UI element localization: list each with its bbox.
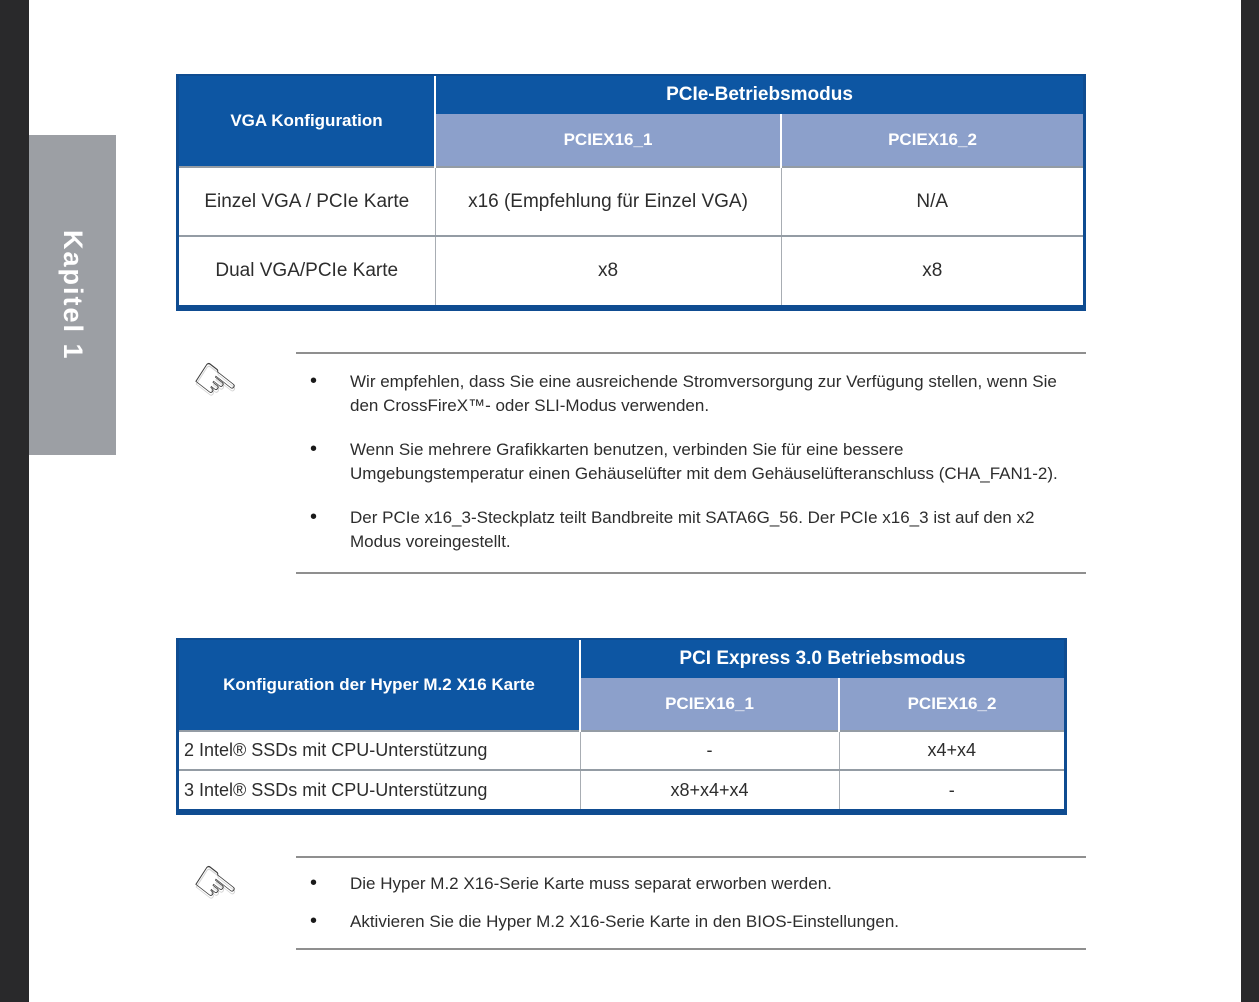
hyper-m2-config-table — [176, 638, 1067, 815]
pci-express-group-header: PCI Express 3.0 Betriebsmodus — [580, 640, 1064, 678]
note-item: • Wir empfehlen, dass Sie eine ausreichende Stromversorgung zur Verfügung stellen, wenn Sie den CrossFireX™- oder SLI-Modus verwenden. — [296, 370, 1075, 418]
m2-notes — [296, 856, 1086, 950]
note-hand-icon — [180, 352, 250, 412]
pcie-mode-group-header: PCIe-Betriebsmodus — [435, 76, 1083, 114]
vga-table-corner-header: VGA Konfiguration — [179, 76, 435, 167]
table-row — [179, 770, 1064, 809]
m2-row1-label: 2 Intel® SSDs mit CPU-Unterstützung — [179, 731, 580, 770]
table-row — [179, 236, 1083, 305]
vga-row1-pciex16-2-value: N/A — [781, 167, 1083, 236]
m2-row1-pciex16-1-value: - — [580, 731, 839, 770]
vga-row1-label: Einzel VGA / PCIe Karte — [179, 167, 435, 236]
note-item: • Wenn Sie mehrere Grafikkarten benutzen, verbinden Sie für eine bessere Umgebungstemperatur einen Gehäuselüfter mit dem Gehäuselüfteranschluss (CHA_FAN1-2). — [296, 438, 1075, 486]
chapter-tab — [29, 135, 116, 455]
vga-row1-pciex16-1-value: x16 (Empfehlung für Einzel VGA) — [435, 167, 781, 236]
m2-row2-pciex16-1-value: x8+x4+x4 — [580, 770, 839, 809]
note-item: • Der PCIe x16_3-Steckplatz teilt Bandbreite mit SATA6G_56. Der PCIe x16_3 ist auf den x2 Modus voreingestellt. — [296, 506, 1075, 554]
page-edge-right-strip — [1241, 0, 1259, 1002]
vga-config-table — [176, 74, 1086, 311]
table-row — [179, 167, 1083, 236]
note-item: • Die Hyper M.2 X16-Serie Karte muss separat erworben werden. — [296, 872, 1075, 896]
vga-row2-label: Dual VGA/PCIe Karte — [179, 236, 435, 305]
vga-row2-pciex16-2-value: x8 — [781, 236, 1083, 305]
vga-row2-pciex16-1-value: x8 — [435, 236, 781, 305]
table-row — [179, 731, 1064, 770]
chapter-tab-label: Kapitel 1 — [58, 229, 88, 361]
m2-row2-label: 3 Intel® SSDs mit CPU-Unterstützung — [179, 770, 580, 809]
m2-notes-list — [296, 872, 1086, 934]
page-edge-left-strip — [0, 0, 29, 1002]
note-hand-icon — [180, 855, 250, 915]
m2-table-corner-header: Konfiguration der Hyper M.2 X16 Karte — [179, 640, 580, 731]
m2-row2-pciex16-2-value: - — [839, 770, 1064, 809]
m2-row1-pciex16-2-value: x4+x4 — [839, 731, 1064, 770]
vga-col-pciex16-2-header: PCIEX16_2 — [781, 114, 1083, 167]
vga-col-pciex16-1-header: PCIEX16_1 — [435, 114, 781, 167]
vga-notes — [296, 352, 1086, 574]
vga-notes-list — [296, 370, 1086, 554]
m2-col-pciex16-2-header: PCIEX16_2 — [839, 678, 1064, 731]
m2-col-pciex16-1-header: PCIEX16_1 — [580, 678, 839, 731]
note-item: • Aktivieren Sie die Hyper M.2 X16-Serie Karte in den BIOS-Einstellungen. — [296, 910, 1075, 934]
